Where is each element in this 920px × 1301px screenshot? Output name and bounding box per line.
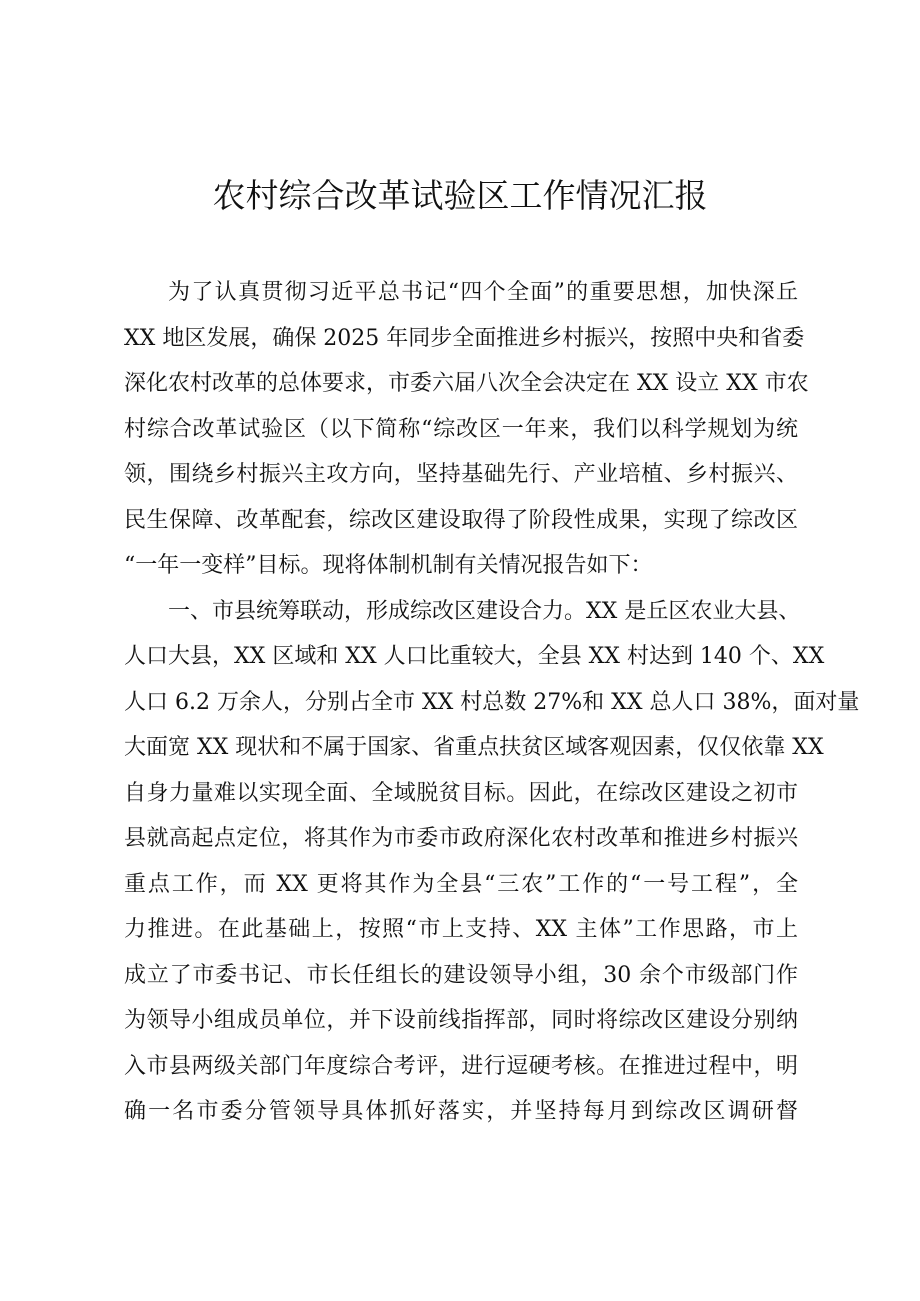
paragraph-1-line-5: 领，围绕乡村振兴主攻方向，坚持基础先行、产业培植、乡村振兴、	[124, 462, 798, 487]
paragraph-2-line-6: 县就高起点定位，将其作为市委市政府深化农村改革和推进乡村振兴	[124, 826, 798, 851]
paragraph-2-line-10: 为领导小组成员单位，并下设前线指挥部，同时将综改区建设分别纳	[124, 1008, 798, 1033]
paragraph-1-line-3: 深化农村改革的总体要求，市委六届八次全会决定在 XX 设立 XX 市农	[124, 371, 809, 396]
paragraph-2-line-1: 一、市县统筹联动，形成综改区建设合力。XX 是丘区农业大县、	[168, 598, 801, 624]
paragraph-2-line-7: 重点工作，而 XX 更将其作为全县“三农”工作的“一号工程”，全	[124, 871, 798, 897]
paragraph-2-line-5: 自身力量难以实现全面、全域脱贫目标。因此，在综改区建设之初市	[124, 780, 798, 806]
paragraph-1-line-4: 村综合改革试验区（以下简称“综改区一年来，我们以科学规划为统	[124, 416, 798, 442]
document-title: 农村综合改革试验区工作情况汇报	[212, 176, 708, 215]
paragraph-1-line-6: 民生保障、改革配套，综改区建设取得了阶段性成果，实现了综改区	[124, 507, 798, 533]
paragraph-2-line-8: 力推进。在此基础上，按照“市上支持、XX 主体”工作思路，市上	[124, 917, 798, 942]
paragraph-1-line-7: “一年一变样”目标。现将体制机制有关情况报告如下：	[124, 553, 653, 578]
paragraph-1-line-2: XX 地区发展，确保 2025 年同步全面推进乡村振兴，按照中央和省委	[124, 325, 805, 351]
paragraph-2-line-9: 成立了市委书记、市长任组长的建设领导小组，30 余个市级部门作	[124, 962, 798, 988]
paragraph-2-line-3: 人口 6.2 万余人，分别占全市 XX 村总数 27%和 XX 总人口 38%，面对量	[124, 689, 860, 715]
paragraph-1-line-1: 为了认真贯彻习近平总书记“四个全面”的重要思想，加快深丘	[168, 280, 798, 305]
paragraph-2-line-4: 大面宽 XX 现状和不属于国家、省重点扶贫区域客观因素，仅仅依靠 XX	[124, 735, 824, 760]
paragraph-2-line-2: 人口大县，XX 区域和 XX 人口比重较大，全县 XX 村达到 140 个、XX	[124, 644, 825, 669]
paragraph-2-line-12: 确一名市委分管领导具体抓好落实，并坚持每月到综改区调研督	[124, 1099, 798, 1124]
document-body	[124, 270, 860, 1135]
paragraph-2-line-11: 入市县两级关部门年度综合考评，进行逗硬考核。在推进过程中，明	[124, 1053, 798, 1079]
